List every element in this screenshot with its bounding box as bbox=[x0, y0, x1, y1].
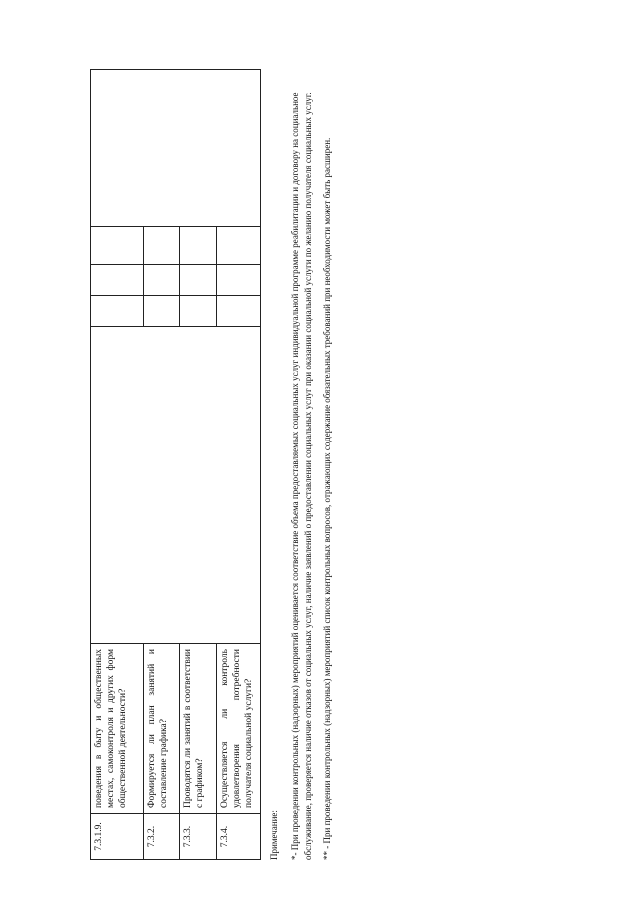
empty-cell bbox=[144, 296, 180, 327]
row-number: 7.3.3. bbox=[180, 814, 217, 860]
empty-cell bbox=[91, 296, 144, 327]
empty-cell bbox=[91, 227, 144, 265]
empty-cell bbox=[91, 327, 261, 644]
question-text: поведения в быту и общественных местах, самоконтроля и других форм общественной деятельности? bbox=[91, 644, 144, 814]
row-number: 7.3.1.9. bbox=[91, 814, 144, 860]
empty-cell bbox=[180, 296, 217, 327]
empty-cell bbox=[144, 227, 180, 265]
empty-cell bbox=[217, 265, 261, 296]
notes-section bbox=[268, 70, 340, 860]
empty-cell bbox=[91, 265, 144, 296]
note-double-asterisk: ** - При проведении контрольных (надзорных) мероприятий список контрольных вопросов, отражающих содержание обязательных требований при необходимости может быть расширен. bbox=[322, 137, 333, 860]
empty-cell bbox=[91, 70, 261, 227]
notes-title: Примечание: bbox=[269, 810, 279, 860]
row-number: 7.3.4. bbox=[217, 814, 261, 860]
empty-cell bbox=[180, 265, 217, 296]
question-text: Осуществляется ли контроль удовлетворения потребности получателя социальной услуги? bbox=[217, 644, 261, 814]
question-text: Проводятся ли занятий в соответствии с графиком? bbox=[180, 644, 217, 814]
checklist-table bbox=[90, 69, 261, 860]
table-row bbox=[91, 70, 144, 860]
row-number: 7.3.2. bbox=[144, 814, 180, 860]
empty-cell bbox=[217, 296, 261, 327]
rotated-content bbox=[80, 60, 380, 860]
note-single-asterisk: *- При проведении контрольных (надзорных) мероприятий оценивается соответствие объема предоставляемых социальных услуг индивидуальной программе реабилитации и договору на социальное обслуживание, проверяется наличие отказов от социальных услуг, наличие заявлений о предоставлении социальных услуг при оказании социальной услуги по желанию получателя социальных услуг. bbox=[290, 92, 314, 860]
empty-cell bbox=[144, 265, 180, 296]
empty-cell bbox=[217, 227, 261, 265]
question-text: Формируется ли план занятий и составление графика? bbox=[144, 644, 180, 814]
empty-cell bbox=[180, 227, 217, 265]
